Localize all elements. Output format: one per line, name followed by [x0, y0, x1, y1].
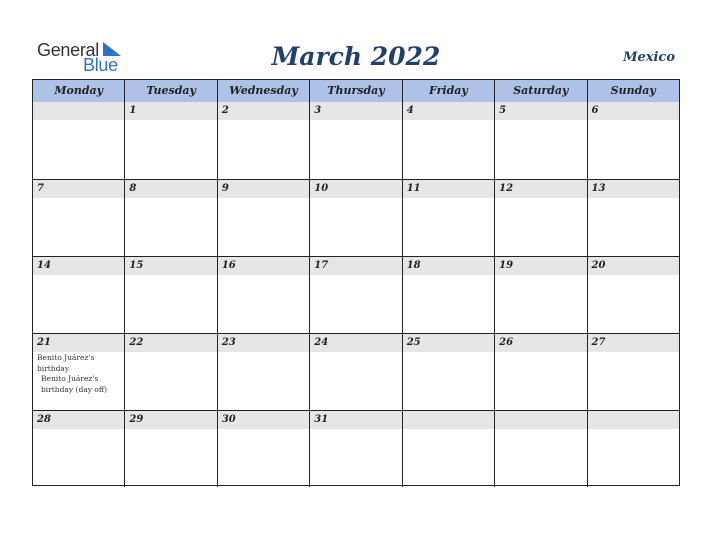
- day-cell: [33, 334, 124, 410]
- day-number: 25: [406, 337, 421, 348]
- day-number: 2: [221, 105, 229, 116]
- day-cell: [402, 257, 494, 333]
- day-cell: [494, 102, 586, 179]
- weekday-header: Wednesday: [217, 80, 309, 102]
- day-cell: [124, 257, 216, 333]
- calendar-week-row: [33, 333, 679, 410]
- day-number: 20: [591, 260, 606, 271]
- day-cell: [217, 257, 309, 333]
- day-number: 10: [314, 183, 329, 194]
- day-number: 29: [129, 414, 144, 425]
- day-number: 18: [406, 260, 421, 271]
- day-number: 26: [499, 337, 514, 348]
- country-label: Mexico: [623, 50, 675, 65]
- day-number-band: [125, 102, 216, 120]
- day-number-band: [218, 180, 309, 198]
- weekday-header: Monday: [54, 84, 104, 97]
- day-cell: [309, 102, 401, 179]
- day-cell: [124, 102, 216, 179]
- day-number: 22: [129, 337, 144, 348]
- day-number-band: [495, 411, 586, 429]
- holiday-entry: Benito Juárez's birthday (day off): [41, 374, 108, 394]
- day-number: 9: [221, 183, 229, 194]
- day-cell: [33, 180, 124, 256]
- day-number: 23: [221, 337, 236, 348]
- day-cell: [124, 180, 216, 256]
- calendar-grid: [32, 79, 680, 486]
- day-number-band: [588, 411, 679, 429]
- day-number: 3: [314, 105, 322, 116]
- day-cell: [402, 411, 494, 487]
- day-number: 21: [37, 337, 51, 348]
- day-number-band: [403, 102, 494, 120]
- day-number: 16: [221, 260, 236, 271]
- day-number: 7: [37, 183, 44, 194]
- day-cell: [217, 102, 309, 179]
- day-number: 27: [591, 337, 606, 348]
- day-cell: [309, 180, 401, 256]
- day-cell: [33, 411, 124, 487]
- day-number-band: [310, 102, 401, 120]
- day-cell: [494, 334, 586, 410]
- day-number: 12: [499, 183, 514, 194]
- day-number: 4: [406, 105, 414, 116]
- calendar-title: March 2022: [271, 42, 441, 71]
- weekday-header: Sunday: [587, 80, 679, 102]
- day-cell: [402, 102, 494, 179]
- day-cell: [309, 257, 401, 333]
- day-number: 15: [129, 260, 144, 271]
- day-number: 11: [406, 183, 421, 194]
- day-number: 19: [499, 260, 514, 271]
- holiday-list: [37, 353, 122, 395]
- day-cell: [217, 411, 309, 487]
- day-cell: [309, 411, 401, 487]
- weekday-header-row: [33, 80, 679, 103]
- day-number-band: [218, 102, 309, 120]
- day-number-band: [33, 180, 124, 198]
- day-cell: [33, 257, 124, 333]
- logo-word-general: General: [37, 40, 99, 60]
- day-cell: [587, 180, 679, 256]
- day-number: 1: [129, 105, 137, 116]
- day-cell: [217, 334, 309, 410]
- day-number: 13: [591, 183, 606, 194]
- logo-word-blue: Blue: [83, 55, 118, 75]
- day-number: 14: [37, 260, 51, 271]
- weekday-header: Saturday: [494, 80, 586, 102]
- day-cell: [402, 334, 494, 410]
- weekday-header: Friday: [402, 80, 494, 102]
- weekday-header: Thursday: [309, 80, 401, 102]
- day-number: 28: [37, 414, 51, 425]
- calendar-week-row: [33, 410, 679, 487]
- day-number: 24: [314, 337, 329, 348]
- day-number: 6: [591, 105, 599, 116]
- day-cell: [494, 180, 586, 256]
- day-cell: [494, 411, 586, 487]
- day-cell: [402, 180, 494, 256]
- day-cell: [309, 334, 401, 410]
- day-number: 31: [314, 414, 329, 425]
- day-cell: [587, 411, 679, 487]
- day-number: 8: [129, 183, 137, 194]
- day-cell: [124, 334, 216, 410]
- holiday-entry: Benito Juárez's birthday: [37, 353, 95, 373]
- weekday-header: Tuesday: [124, 80, 216, 102]
- day-cell: [217, 180, 309, 256]
- day-number-band: [588, 102, 679, 120]
- day-cell: [587, 334, 679, 410]
- day-cell: [587, 102, 679, 179]
- day-cell: [494, 257, 586, 333]
- day-number-band: [33, 102, 124, 120]
- day-cell: [124, 411, 216, 487]
- calendar-week-row: [33, 179, 679, 256]
- day-number: 17: [314, 260, 329, 271]
- day-number-band: [125, 180, 216, 198]
- calendar-week-row: [33, 256, 679, 333]
- day-cell: [33, 102, 124, 179]
- day-number: 30: [221, 414, 236, 425]
- calendar-week-row: [33, 102, 679, 179]
- day-number: 5: [499, 105, 507, 116]
- day-number-band: [495, 102, 586, 120]
- day-number-band: [403, 411, 494, 429]
- day-cell: [587, 257, 679, 333]
